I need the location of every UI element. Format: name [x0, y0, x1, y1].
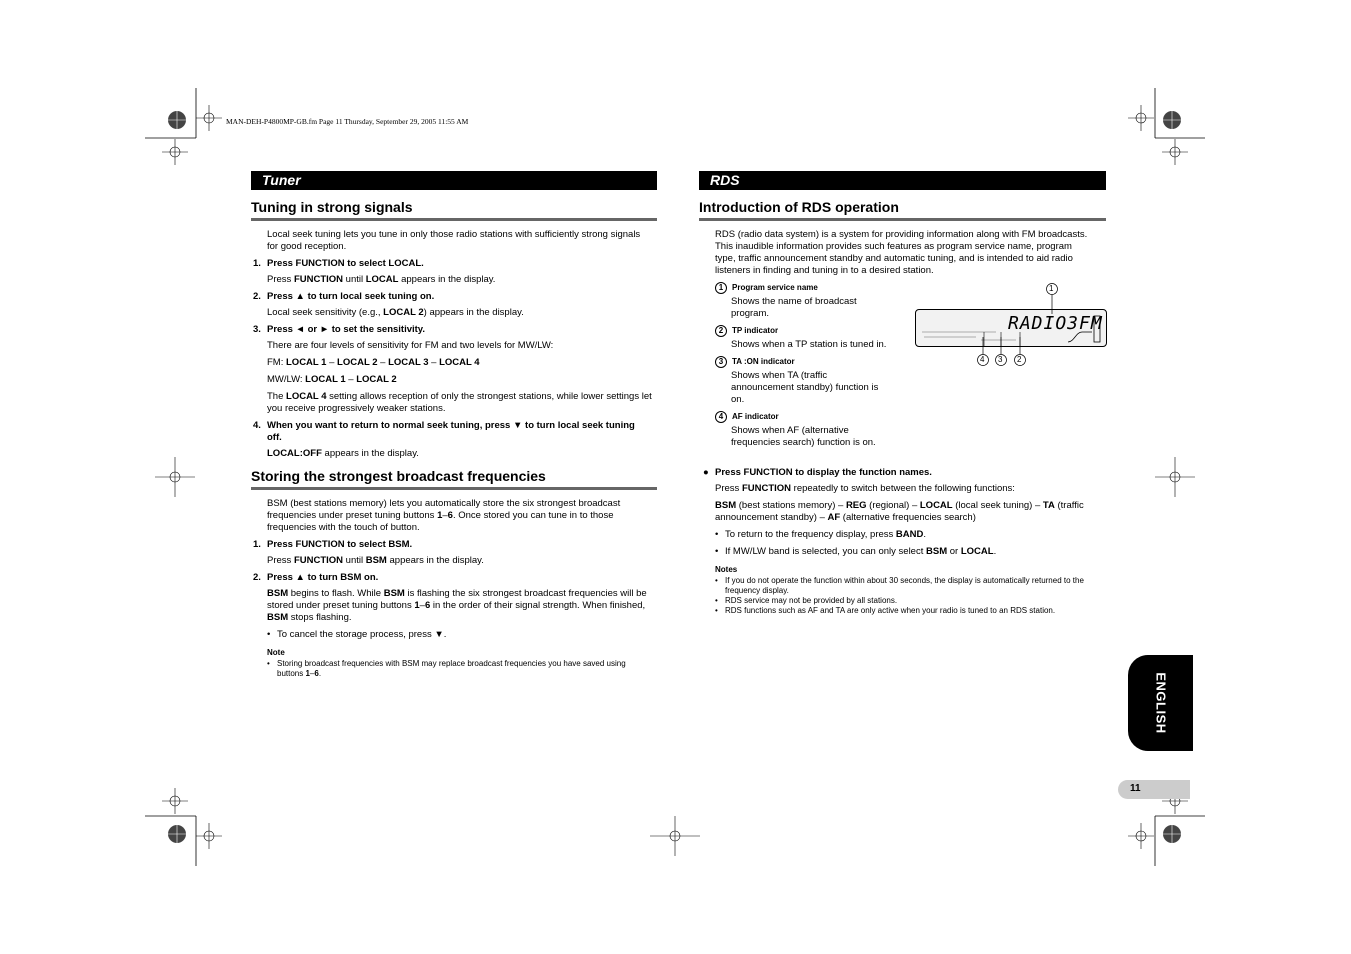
bsm-step-2: 2. Press ▲ to turn BSM on.	[253, 572, 379, 583]
down-arrow-icon: ▼	[434, 629, 444, 640]
rds-indicator-list	[715, 282, 890, 454]
heading-storing-frequencies: Storing the strongest broadcast frequencies	[251, 468, 546, 484]
step-1-body: Press FUNCTION until LOCAL appears in the display.	[267, 274, 496, 285]
bsm-step-1: 1. Press FUNCTION to select BSM.	[253, 539, 413, 550]
callout-2: 2	[1017, 355, 1022, 364]
bsm-body	[253, 498, 652, 679]
function-step: ● Press FUNCTION to display the function names.	[703, 467, 932, 478]
indicator-4-body: Shows when AF (alternative frequencies search) function is on.	[731, 425, 876, 449]
function-body	[703, 467, 1090, 616]
step-2-body: Local seek sensitivity (e.g., LOCAL 2) appears in the display.	[267, 307, 524, 318]
heading-rule	[699, 218, 1106, 221]
left-arrow-icon: ◄	[295, 324, 305, 335]
heading-tuning-strong-signals: Tuning in strong signals	[251, 199, 413, 215]
indicator-3-heading: 3 TA :ON indicator	[715, 356, 890, 368]
indicator-3-body: Shows when TA (traffic announcement standby) function is on.	[731, 370, 879, 406]
note-item: • Storing broadcast frequencies with BSM may replace broadcast frequencies you have saved using buttons 1–6.	[267, 659, 626, 678]
note-item: • RDS functions such as AF and TA are only active when your radio is tuned to an RDS station.	[715, 606, 1056, 615]
tuning-body	[253, 229, 652, 465]
step-2: 2. Press ▲ to turn local seek tuning on.	[253, 291, 435, 302]
indicator-2-body: Shows when a TP station is tuned in.	[731, 339, 887, 351]
right-arrow-icon: ►	[319, 324, 330, 335]
callout-3: 3	[998, 355, 1003, 364]
note-item: • If you do not operate the function within about 30 seconds, the display is automatically returned to the frequency display.	[715, 576, 1084, 595]
function-list: BSM (best stations memory) – REG (regional) – LOCAL (local seek tuning) – TA (traffic announcement standby) – AF (alternative frequencies search)	[715, 500, 1084, 523]
intro-text: Local seek tuning lets you tune in only those radio stations with sufficiently strong signals for good reception.	[267, 229, 641, 252]
step-3: 3. Press ◄ or ► to set the sensitivity.	[253, 324, 426, 335]
up-arrow-icon: ▲	[295, 291, 305, 302]
heading-rds-intro: Introduction of RDS operation	[699, 199, 899, 215]
indicator-4-heading: 4 AF indicator	[715, 411, 890, 423]
callout-1: 1	[1049, 284, 1054, 293]
page-number-tab	[1118, 780, 1190, 799]
file-header: MAN-DEH-P4800MP-GB.fm Page 11 Thursday, September 29, 2005 11:55 AM	[226, 117, 469, 126]
bsm-step-2-body: BSM begins to flash. While BSM is flashing the six strongest broadcast frequencies will be stored under preset tuning buttons 1–6 in the order of their signal strength. When finished, BSM stops flashing.	[267, 588, 647, 623]
callout-4: 4	[980, 355, 985, 364]
bsm-intro: BSM (best stations memory) lets you automatically store the six strongest broadcast frequencies under preset tuning buttons 1–6. Once stored you can tune in to those frequencies with the touch of button.	[267, 498, 621, 533]
note-heading: Note	[267, 648, 285, 657]
lcd-station-name: RADIO3FM	[1008, 313, 1103, 334]
heading-rule	[251, 487, 657, 490]
fm-levels: FM: LOCAL 1 – LOCAL 2 – LOCAL 3 – LOCAL 4	[267, 357, 480, 368]
indicator-2-heading: 2 TP indicator	[715, 325, 890, 337]
step-1: 1. Press FUNCTION to select LOCAL.	[253, 258, 424, 269]
mwlw-bullet: • If MW/LW band is selected, you can only select BSM or LOCAL.	[715, 546, 997, 557]
page-number: 11	[1130, 783, 1141, 794]
indicator-1-heading: 1 Program service name	[715, 282, 890, 294]
function-step-body: Press FUNCTION repeatedly to switch between the following functions:	[715, 483, 1015, 494]
lcd-callouts	[910, 282, 1110, 372]
band-bullet: • To return to the frequency display, press BAND.	[715, 529, 927, 540]
down-arrow-icon: ▼	[512, 420, 523, 431]
step-4-body: LOCAL:OFF appears in the display.	[267, 448, 419, 459]
language-tab: ENGLISH	[1128, 655, 1193, 751]
step-3-body: There are four levels of sensitivity for FM and two levels for MW/LW:	[267, 340, 554, 351]
section-bar-tuner: Tuner	[251, 171, 657, 190]
note-item: • RDS service may not be provided by all stations.	[715, 596, 898, 605]
mw-levels: MW/LW: LOCAL 1 – LOCAL 2	[267, 374, 397, 385]
section-bar-rds: RDS	[699, 171, 1106, 190]
heading-rule	[251, 218, 657, 221]
indicator-1-body: Shows the name of broadcast program.	[731, 296, 857, 320]
step-4: 4. When you want to return to normal seek tuning, press ▼ to turn local seek tuning off.	[253, 420, 635, 443]
cancel-bullet: • To cancel the storage process, press ▼.	[267, 629, 447, 640]
notes-heading: Notes	[715, 565, 738, 574]
local4-text: The LOCAL 4 setting allows reception of only the strongest stations, while lower settings let you receive progressively weaker stations.	[267, 391, 652, 414]
rds-intro: RDS (radio data system) is a system for providing information along with FM broadcasts. This inaudible information provides such features as program service name, program type, traffic announcement standby and automatic tuning, and is intended to aid radio listeners in finding and tuning in to a desired station.	[715, 229, 1088, 276]
up-arrow-icon: ▲	[295, 572, 305, 583]
bsm-step-1-body: Press FUNCTION until BSM appears in the display.	[267, 555, 484, 566]
